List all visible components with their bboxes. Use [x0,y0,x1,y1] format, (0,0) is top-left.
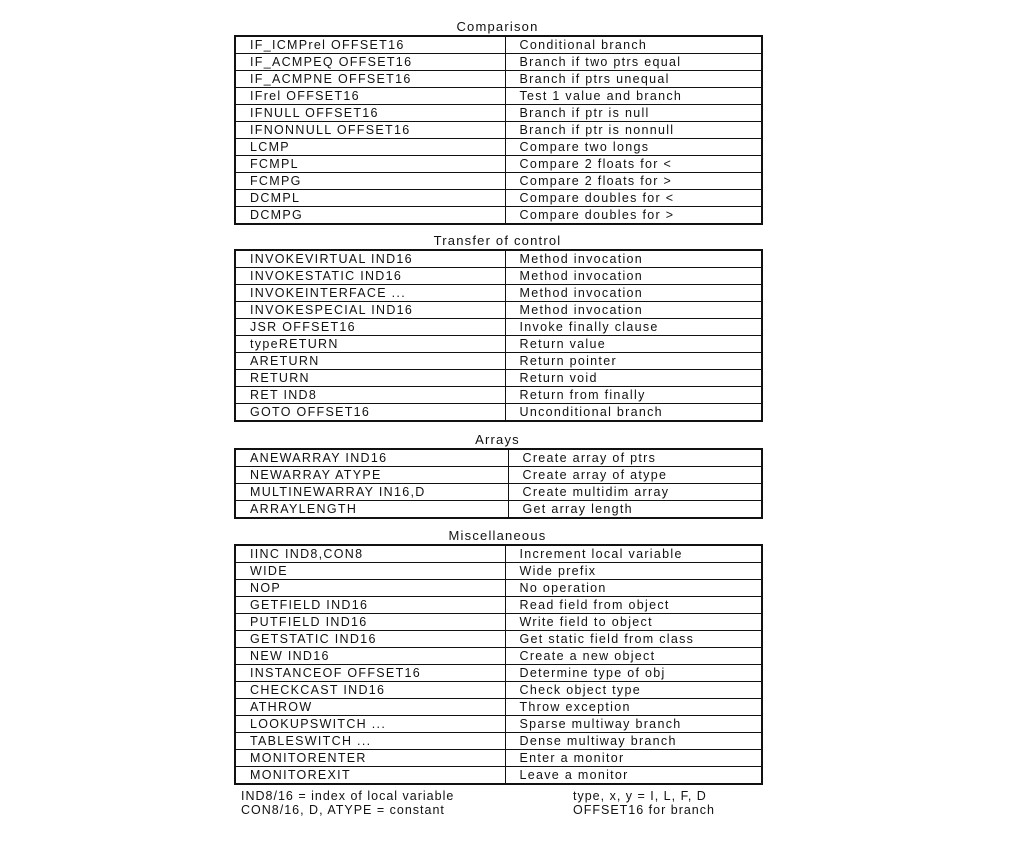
opcode-table [234,448,763,519]
table-row [235,699,762,716]
table-row [235,484,762,501]
table-row [235,597,762,614]
description-cell: Method invocation [505,285,762,302]
opcode-table [234,35,763,225]
table-row [235,190,762,207]
opcode-cell: TABLESWITCH ... [235,733,505,750]
description-cell: Branch if ptr is nonnull [505,122,762,139]
opcode-cell: IF_ACMPNE OFFSET16 [235,71,505,88]
description-cell: Invoke finally clause [505,319,762,336]
description-cell: Write field to object [505,614,762,631]
opcode-cell: INVOKEINTERFACE ... [235,285,505,302]
description-cell: Method invocation [505,250,762,268]
opcode-cell: FCMPL [235,156,505,173]
description-cell: Check object type [505,682,762,699]
table-row [235,302,762,319]
opcode-cell: ARRAYLENGTH [235,501,508,519]
opcode-cell: INVOKEVIRTUAL IND16 [235,250,505,268]
description-cell: Create multidim array [508,484,762,501]
table-row [235,156,762,173]
table-row [235,88,762,105]
section-comparison [234,18,761,225]
table-row [235,336,762,353]
table-row [235,404,762,422]
opcode-cell: NEW IND16 [235,648,505,665]
table-row [235,370,762,387]
opcode-cell: PUTFIELD IND16 [235,614,505,631]
table-row [235,467,762,484]
table-row [235,36,762,54]
opcode-cell: NEWARRAY ATYPE [235,467,508,484]
table-row [235,285,762,302]
opcode-cell: DCMPG [235,207,505,225]
opcode-table [234,544,763,785]
description-cell: Compare doubles for < [505,190,762,207]
description-cell: Test 1 value and branch [505,88,762,105]
table-row [235,207,762,225]
opcode-table [234,249,763,422]
table-row [235,71,762,88]
section-title: Arrays [475,432,520,447]
opcode-cell: ARETURN [235,353,505,370]
opcode-cell: LOOKUPSWITCH ... [235,716,505,733]
description-cell: Return void [505,370,762,387]
table-row [235,105,762,122]
table-row [235,648,762,665]
description-cell: Conditional branch [505,36,762,54]
footnote-right-1: type, x, y = I, L, F, D [573,789,707,803]
description-cell: Unconditional branch [505,404,762,422]
section-title: Miscellaneous [448,528,547,543]
description-cell: Compare doubles for > [505,207,762,225]
table-row [235,716,762,733]
opcode-cell: INSTANCEOF OFFSET16 [235,665,505,682]
table-row [235,122,762,139]
footnote-left-2: CON8/16, D, ATYPE = constant [241,803,445,817]
description-cell: Dense multiway branch [505,733,762,750]
description-cell: Wide prefix [505,563,762,580]
table-row [235,767,762,785]
footnote-right-2: OFFSET16 for branch [573,803,715,817]
opcode-cell: ANEWARRAY IND16 [235,449,508,467]
table-row [235,268,762,285]
description-cell: Sparse multiway branch [505,716,762,733]
description-cell: Throw exception [505,699,762,716]
description-cell: Compare 2 floats for > [505,173,762,190]
opcode-cell: MONITOREXIT [235,767,505,785]
opcode-cell: FCMPG [235,173,505,190]
opcode-cell: NOP [235,580,505,597]
table-row [235,501,762,519]
description-cell: Return from finally [505,387,762,404]
table-row [235,563,762,580]
opcode-cell: GETSTATIC IND16 [235,631,505,648]
description-cell: Create a new object [505,648,762,665]
opcode-cell: ATHROW [235,699,505,716]
description-cell: Method invocation [505,268,762,285]
description-cell: Return value [505,336,762,353]
description-cell: Create array of ptrs [508,449,762,467]
table-row [235,545,762,563]
opcode-cell: INVOKESTATIC IND16 [235,268,505,285]
description-cell: Enter a monitor [505,750,762,767]
table-row [235,580,762,597]
description-cell: Read field from object [505,597,762,614]
table-row [235,631,762,648]
opcode-cell: CHECKCAST IND16 [235,682,505,699]
table-row [235,54,762,71]
opcode-cell: INVOKESPECIAL IND16 [235,302,505,319]
opcode-cell: DCMPL [235,190,505,207]
section-title: Comparison [456,19,539,34]
table-row [235,665,762,682]
opcode-cell: IFrel OFFSET16 [235,88,505,105]
table-row [235,449,762,467]
table-row [235,682,762,699]
opcode-cell: IF_ICMPrel OFFSET16 [235,36,505,54]
description-cell: Branch if ptrs unequal [505,71,762,88]
opcode-cell: MULTINEWARRAY IN16,D [235,484,508,501]
table-row [235,353,762,370]
opcode-cell: IFNONNULL OFFSET16 [235,122,505,139]
opcode-cell: IF_ACMPEQ OFFSET16 [235,54,505,71]
opcode-cell: WIDE [235,563,505,580]
opcode-cell: RETURN [235,370,505,387]
description-cell: No operation [505,580,762,597]
opcode-cell: IFNULL OFFSET16 [235,105,505,122]
description-cell: Compare 2 floats for < [505,156,762,173]
opcode-cell: GETFIELD IND16 [235,597,505,614]
opcode-cell: LCMP [235,139,505,156]
description-cell: Create array of atype [508,467,762,484]
description-cell: Leave a monitor [505,767,762,785]
table-row [235,139,762,156]
description-cell: Method invocation [505,302,762,319]
opcode-cell: GOTO OFFSET16 [235,404,505,422]
table-row [235,173,762,190]
table-row [235,750,762,767]
description-cell: Branch if two ptrs equal [505,54,762,71]
opcode-cell: typeRETURN [235,336,505,353]
description-cell: Branch if ptr is null [505,105,762,122]
opcode-cell: IINC IND8,CON8 [235,545,505,563]
opcode-cell: JSR OFFSET16 [235,319,505,336]
section-title: Transfer of control [433,233,562,248]
opcode-cell: RET IND8 [235,387,505,404]
opcode-cell: MONITORENTER [235,750,505,767]
section-arrays [234,431,761,519]
footnote-left-1: IND8/16 = index of local variable [241,789,455,803]
table-row [235,250,762,268]
description-cell: Compare two longs [505,139,762,156]
table-row [235,387,762,404]
description-cell: Get static field from class [505,631,762,648]
table-row [235,733,762,750]
description-cell: Determine type of obj [505,665,762,682]
description-cell: Get array length [508,501,762,519]
section-transfer-of-control [234,232,761,422]
section-miscellaneous [234,527,761,785]
table-row [235,319,762,336]
description-cell: Increment local variable [505,545,762,563]
table-row [235,614,762,631]
description-cell: Return pointer [505,353,762,370]
